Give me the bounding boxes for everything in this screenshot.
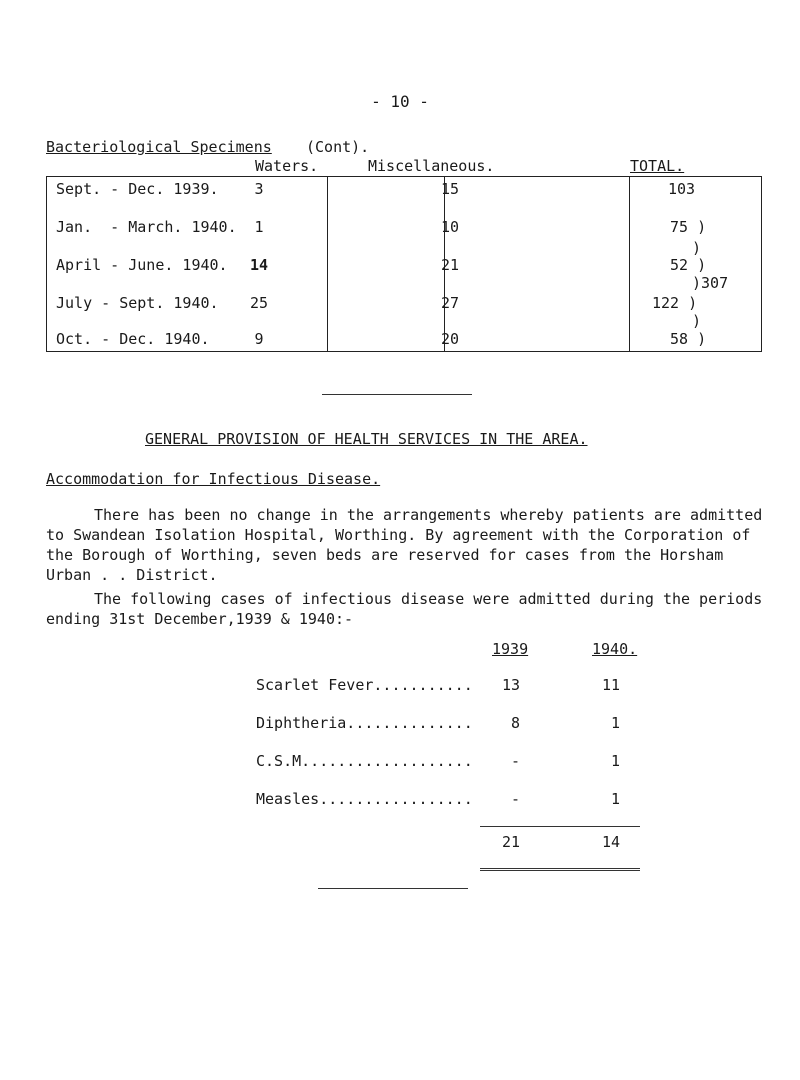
section-divider xyxy=(322,394,472,395)
cases-row-1940: 1 xyxy=(610,790,620,808)
table-cell-total: 103 xyxy=(668,180,696,198)
table-cell-total: 52 ) xyxy=(670,256,707,274)
table-cell-misc: 20 xyxy=(440,330,460,348)
cases-row-1939: - xyxy=(510,790,520,808)
table-divider xyxy=(327,177,328,351)
totals-double-rule xyxy=(480,868,640,871)
table-cell-waters: 3 xyxy=(254,180,264,198)
table-cell-total: 58 ) xyxy=(670,330,707,348)
section-subheading: Accommodation for Infectious Disease. xyxy=(46,470,381,488)
page-number: - 10 - xyxy=(371,92,429,111)
table-cell-total: 122 ) xyxy=(652,294,698,312)
column-header-waters: Waters. xyxy=(255,157,319,175)
cases-row-1939: - xyxy=(510,752,520,770)
bracket-total: )307 xyxy=(692,274,729,292)
table-cell-waters: 9 xyxy=(254,330,264,348)
cases-row-1940: 11 xyxy=(601,676,620,694)
cases-row-disease: Measles................. xyxy=(256,790,473,808)
table-cell-misc: 10 xyxy=(440,218,460,236)
section-heading: GENERAL PROVISION OF HEALTH SERVICES IN THE AREA. xyxy=(145,430,588,448)
table-cell-waters: 25 xyxy=(249,294,269,312)
table-row-period: Oct. - Dec. 1940. xyxy=(56,330,210,348)
cases-row-disease: Scarlet Fever........... xyxy=(256,676,473,694)
cases-row-1940: 1 xyxy=(610,752,620,770)
cases-row-disease: Diphtheria.............. xyxy=(256,714,473,732)
paragraph-cases-intro: The following cases of infectious disease were admitted during the periods ending 31st December,1939 & 1940:- xyxy=(46,590,763,628)
cases-row-disease: C.S.M................... xyxy=(256,752,473,770)
table-cell-waters: 14 xyxy=(249,256,269,274)
column-header-total: TOTAL. xyxy=(630,157,685,175)
totals-rule xyxy=(480,826,640,827)
cases-year-header-1939: 1939 xyxy=(492,640,529,658)
table-row-period: Sept. - Dec. 1939. xyxy=(56,180,219,198)
cases-row-1939: 13 xyxy=(501,676,520,694)
table-cell-total: 75 ) xyxy=(670,218,707,236)
specimens-title-suffix: (Cont). xyxy=(306,138,370,156)
cases-row-1940: 1 xyxy=(610,714,620,732)
table-cell-waters: 1 xyxy=(254,218,264,236)
column-header-miscellaneous: Miscellaneous. xyxy=(368,157,495,175)
section-divider xyxy=(318,888,468,889)
table-row-period: April - June. 1940. xyxy=(56,256,228,274)
specimens-title: Bacteriological Specimens xyxy=(46,138,272,156)
bracket-mark: ) xyxy=(692,239,702,257)
cases-total-1940: 14 xyxy=(601,833,620,851)
cases-total-1939: 21 xyxy=(501,833,520,851)
table-row-period: Jan. - March. 1940. xyxy=(56,218,237,236)
table-row-period: July - Sept. 1940. xyxy=(56,294,219,312)
table-cell-misc: 27 xyxy=(440,294,460,312)
table-divider xyxy=(629,177,630,351)
cases-row-1939: 8 xyxy=(510,714,520,732)
paragraph-accommodation: There has been no change in the arrangements whereby patients are admitted to Swandean Isolation Hospital, Worthing. By agreement with the Corporation of the Borough of Worthing, seven beds are reserved for cases from the Horsham Urban . . District. xyxy=(46,506,763,584)
table-cell-misc: 21 xyxy=(440,256,460,274)
cases-year-header-1940: 1940. xyxy=(592,640,638,658)
table-cell-misc: 15 xyxy=(440,180,460,198)
bracket-mark: ) xyxy=(692,312,702,330)
